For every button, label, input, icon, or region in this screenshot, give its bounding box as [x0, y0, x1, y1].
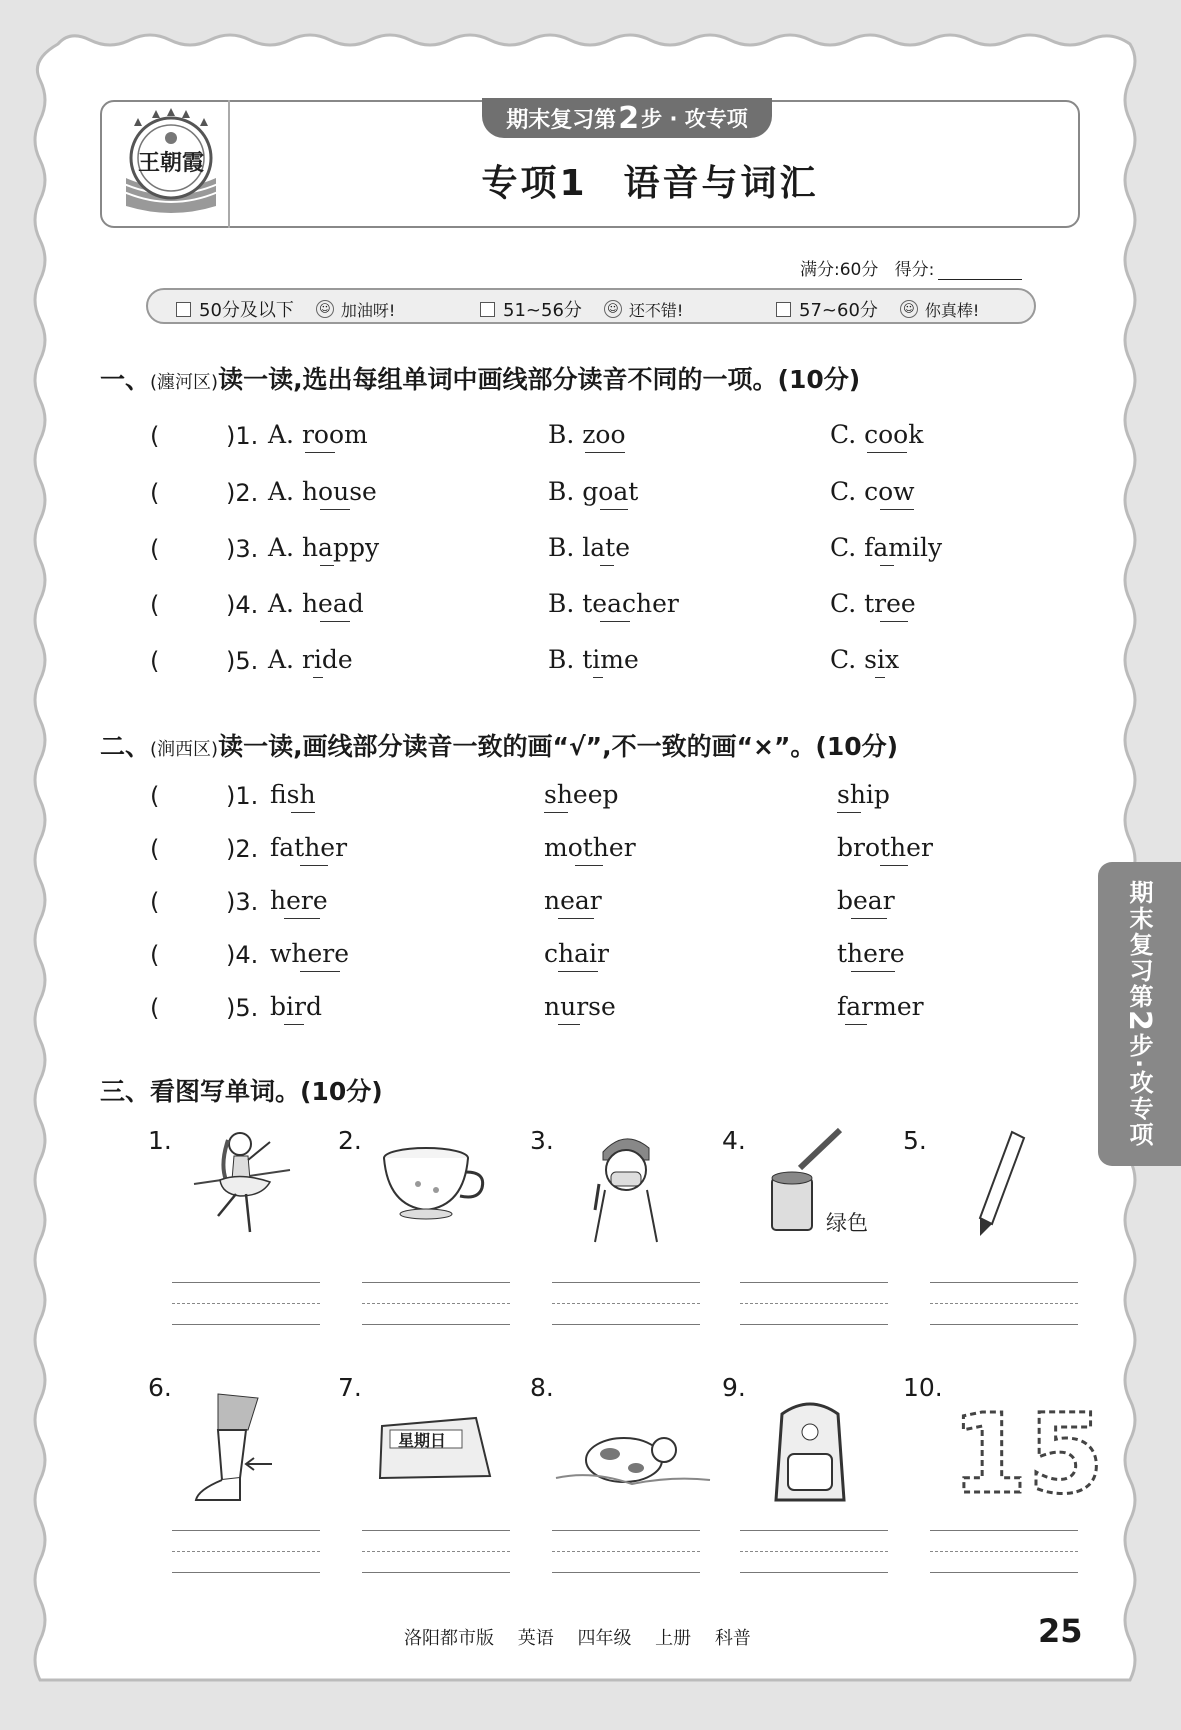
word-a: where: [270, 939, 350, 968]
item-number: )2.: [226, 835, 259, 863]
item-number: )5.: [226, 994, 259, 1022]
answer-blank[interactable]: (: [150, 888, 160, 916]
underline: [320, 621, 350, 622]
word-c: farmer: [837, 992, 924, 1021]
title-part1: 专项1: [481, 163, 588, 204]
answer-blank[interactable]: (: [150, 479, 160, 507]
score-level-bar: [146, 288, 1036, 324]
underline: [291, 812, 315, 813]
answer-blank[interactable]: (: [150, 994, 160, 1022]
word-c: brother: [837, 833, 933, 862]
picture-number: 7.: [338, 1373, 362, 1402]
item-number: )1.: [226, 422, 259, 450]
writing-lines[interactable]: [740, 1282, 888, 1352]
option-b: B. late: [548, 533, 631, 562]
underline: [600, 509, 628, 510]
picture-number: 8.: [530, 1373, 554, 1402]
word-a: bird: [270, 992, 322, 1021]
picture-number: 2.: [338, 1126, 362, 1155]
word-b: chair: [544, 939, 609, 968]
option-c: C. cow: [830, 477, 915, 506]
svg-text:王朝霞: 王朝霞: [137, 150, 205, 176]
word-c: there: [837, 939, 905, 968]
underline: [320, 565, 334, 566]
smile-icon: ☺: [900, 300, 918, 318]
underline: [544, 812, 568, 813]
underline: [284, 1024, 304, 1025]
word-c: ship: [837, 780, 890, 809]
option-c: C. tree: [830, 589, 916, 618]
underline: [558, 918, 594, 919]
answer-blank[interactable]: (: [150, 535, 160, 563]
underline: [600, 621, 630, 622]
word-b: nurse: [544, 992, 616, 1021]
underline: [300, 865, 328, 866]
cup-illustration: [378, 1144, 488, 1224]
underline: [851, 918, 887, 919]
side-tab: 期末复习第 2 步·攻专项: [1098, 862, 1181, 1166]
section2-title: 二、(涧西区)读一读,画线部分读音一致的画“√”,不一致的画“×”。(10分): [100, 732, 899, 761]
picture-number: 1.: [148, 1126, 172, 1155]
footer-text: 洛阳都市版 英语 四年级 上册 科普: [404, 1628, 751, 1649]
picture-number: 4.: [722, 1126, 746, 1155]
writing-lines[interactable]: [362, 1282, 510, 1352]
option-c: C. cook: [830, 420, 924, 449]
underline: [313, 677, 323, 678]
word-a: father: [270, 833, 348, 862]
item-number: )2.: [226, 479, 259, 507]
underline: [880, 865, 908, 866]
checkbox[interactable]: [480, 302, 495, 317]
option-b: B. zoo: [548, 420, 626, 449]
underline: [320, 509, 350, 510]
option-a: A. room: [268, 420, 368, 449]
option-a: A. happy: [268, 533, 380, 562]
cow-illustration: [552, 1420, 714, 1490]
picture-number: 3.: [530, 1126, 554, 1155]
word-b: near: [544, 886, 602, 915]
answer-blank[interactable]: (: [150, 422, 160, 450]
word-b: mother: [544, 833, 636, 862]
underline: [558, 1024, 580, 1025]
header-divider: [228, 100, 230, 228]
option-b: B. teacher: [548, 589, 679, 618]
option-b: B. time: [548, 645, 639, 674]
answer-blank[interactable]: (: [150, 591, 160, 619]
section1-title: 一、(瀍河区)读一读,选出每组单词中画线部分读音不同的一项。(10分): [100, 365, 861, 394]
answer-blank[interactable]: (: [150, 835, 160, 863]
item-number: )3.: [226, 535, 259, 563]
item-number: )5.: [226, 647, 259, 675]
writing-lines[interactable]: [552, 1530, 700, 1600]
picture-number: 6.: [148, 1373, 172, 1402]
score-line: [800, 255, 1022, 280]
dancer-illustration: [190, 1124, 300, 1244]
writing-lines[interactable]: [552, 1282, 700, 1352]
answer-blank[interactable]: (: [150, 782, 160, 810]
underline: [305, 452, 335, 453]
option-a: A. house: [268, 477, 377, 506]
underline: [837, 812, 861, 813]
option-a: A. ride: [268, 645, 353, 674]
paint-bucket-illustration: [760, 1124, 875, 1239]
writing-lines[interactable]: [930, 1530, 1078, 1600]
score-level-2: 51~56分 ☺ 还不错!: [480, 296, 683, 322]
picture-number: 9.: [722, 1373, 746, 1402]
underline: [284, 918, 320, 919]
word-b: sheep: [544, 780, 619, 809]
option-b: B. goat: [548, 477, 639, 506]
score-blank[interactable]: [938, 262, 1022, 280]
svg-text:15: 15: [951, 1390, 1105, 1518]
writing-lines[interactable]: [172, 1282, 320, 1352]
step-tab-number: 2: [618, 100, 640, 136]
option-c: C. family: [830, 533, 943, 562]
underline: [593, 677, 603, 678]
underline: [880, 509, 914, 510]
word-a: fish: [270, 780, 316, 809]
writing-lines[interactable]: [740, 1530, 888, 1600]
underline: [875, 677, 885, 678]
calendar-illustration: [372, 1416, 494, 1486]
smile-icon: ☺: [316, 300, 334, 318]
word-c: bear: [837, 886, 895, 915]
picture-number: 10.: [903, 1373, 943, 1402]
number-15-illustration: [945, 1390, 1105, 1518]
item-number: )4.: [226, 591, 259, 619]
full-score: 满分:60分: [800, 260, 879, 280]
step-tab: [482, 98, 772, 138]
option-c: C. six: [830, 645, 900, 674]
checkbox[interactable]: [776, 302, 791, 317]
publisher-logo: [118, 108, 224, 220]
writing-lines[interactable]: [930, 1282, 1078, 1352]
smile-icon: ☺: [604, 300, 622, 318]
answer-blank[interactable]: (: [150, 647, 160, 675]
underline: [300, 971, 340, 972]
underline: [867, 452, 907, 453]
item-number: )3.: [226, 888, 259, 916]
page-number: 25: [1038, 1612, 1083, 1650]
underline: [880, 621, 908, 622]
pencil-illustration: [970, 1128, 1030, 1240]
backpack-illustration: [762, 1394, 858, 1510]
title-part2: 语音与词汇: [623, 163, 819, 204]
section3-title: 三、看图写单词。(10分): [100, 1077, 383, 1106]
underline: [851, 971, 895, 972]
got-score-label: 得分:: [894, 260, 935, 280]
nurse-doctor-illustration: [575, 1124, 675, 1244]
word-a: here: [270, 886, 328, 915]
underline: [585, 452, 625, 453]
score-level-3: 57~60分 ☺ 你真棒!: [776, 296, 979, 322]
underline: [558, 971, 598, 972]
option-a: A. head: [268, 589, 364, 618]
answer-blank[interactable]: (: [150, 941, 160, 969]
svg-text:星期日: 星期日: [398, 1431, 447, 1450]
underline: [575, 865, 603, 866]
underline: [880, 565, 894, 566]
writing-lines[interactable]: [362, 1530, 510, 1600]
underline: [600, 565, 614, 566]
page-title: [400, 155, 900, 206]
item-number: )4.: [226, 941, 259, 969]
svg-text:绿色: 绿色: [826, 1211, 868, 1235]
item-number: )1.: [226, 782, 259, 810]
checkbox[interactable]: [176, 302, 191, 317]
picture-number: 5.: [903, 1126, 927, 1155]
step-tab-prefix: 期末复习第: [506, 107, 617, 133]
score-level-1: 50分及以下 ☺ 加油呀!: [176, 296, 395, 322]
underline: [845, 1024, 867, 1025]
writing-lines[interactable]: [172, 1530, 320, 1600]
leg-illustration: [188, 1394, 278, 1510]
step-tab-suffix: 步 · 攻专项: [641, 107, 748, 131]
